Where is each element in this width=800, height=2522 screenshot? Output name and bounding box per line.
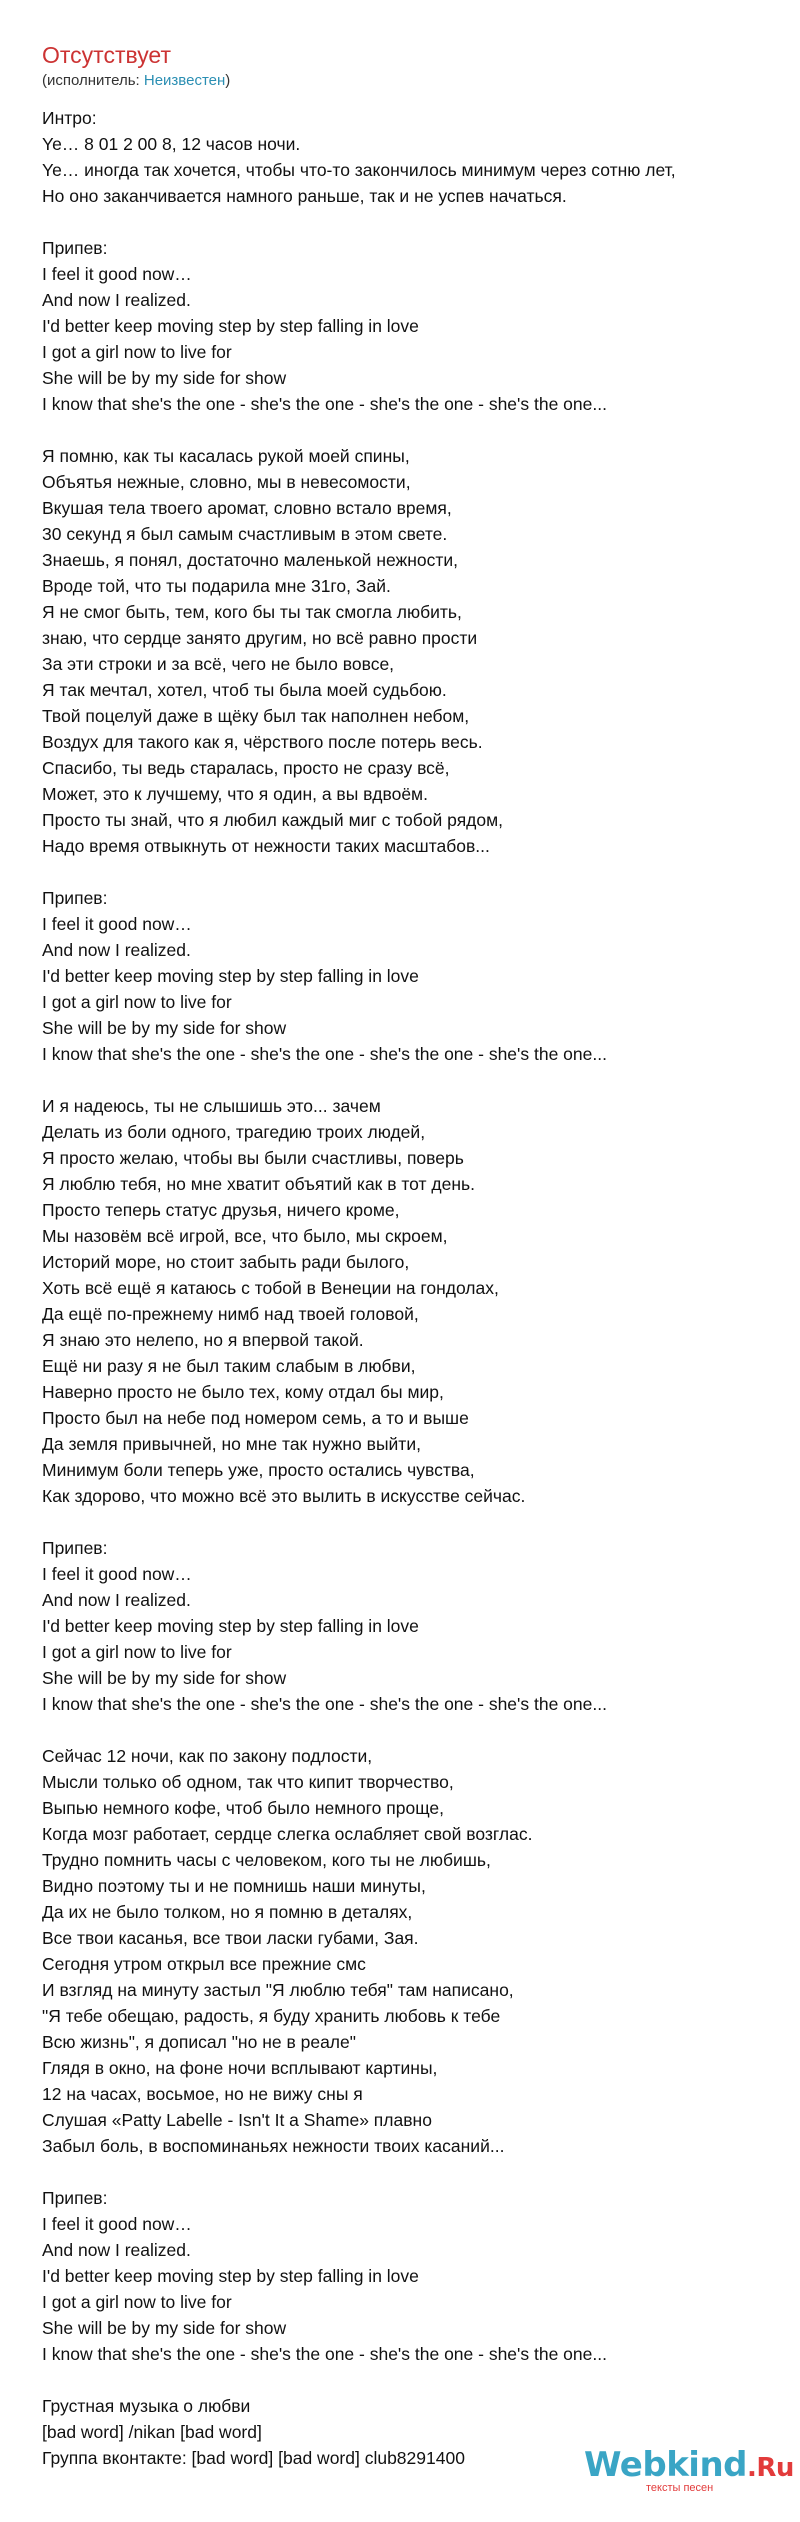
lyric-line: Твой поцелуй даже в щёку был так наполнен небом, — [42, 706, 470, 726]
lyric-line: She will be by my side for show — [42, 2318, 287, 2338]
lyric-line: Я так мечтал, хотел, чтоб ты была моей судьбою. — [42, 680, 447, 700]
lyric-line: Когда мозг работает, сердце слегка ослабляет свой возглас. — [42, 1824, 533, 1844]
lyric-line: Делать из боли одного, трагедию троих людей, — [42, 1122, 426, 1142]
lyric-line: знаю, что сердце занято другим, но всё равно прости — [42, 628, 478, 648]
stanza-break — [42, 1509, 792, 1535]
lyric-line: I know that she's the one - she's the one - she's the one - she's the one... — [42, 1044, 607, 1064]
lyric-line: And now I realized. — [42, 2240, 191, 2260]
lyric-line: Просто был на небе под номером семь, а то и выше — [42, 1408, 469, 1428]
lyric-line: I know that she's the one - she's the one - she's the one - she's the one... — [42, 2344, 607, 2364]
lyric-line: Наверно просто не было тех, кому отдал бы мир, — [42, 1382, 444, 1402]
lyric-line: Я помню, как ты касалась рукой моей спины, — [42, 446, 410, 466]
lyric-line: Трудно помнить часы с человеком, кого ты не любишь, — [42, 1850, 491, 1870]
lyric-line: Да земля привычней, но мне так нужно выйти, — [42, 1434, 421, 1454]
lyric-line: Объятья нежные, словно, мы в невесомости, — [42, 472, 411, 492]
lyric-line: I got a girl now to live for — [42, 992, 232, 1012]
lyric-line: Спасибо, ты ведь старалась, просто не сразу всё, — [42, 758, 450, 778]
lyric-line: Грустная музыка о любви — [42, 2396, 251, 2416]
lyric-line: Припев: — [42, 238, 108, 258]
lyric-line: She will be by my side for show — [42, 1018, 287, 1038]
lyric-line: Припев: — [42, 1538, 108, 1558]
lyric-line: Припев: — [42, 2188, 108, 2208]
lyric-line: I got a girl now to live for — [42, 2292, 232, 2312]
lyric-line: Но оно заканчивается намного раньше, так и не успев начаться. — [42, 186, 567, 206]
logo-wordmark — [584, 2445, 794, 2487]
lyric-line: Хоть всё ещё я катаюсь с тобой в Венеции на гондолах, — [42, 1278, 499, 1298]
lyric-line: I got a girl now to live for — [42, 1642, 232, 1662]
lyric-line: Припев: — [42, 888, 108, 908]
lyric-line: I feel it good now… — [42, 264, 192, 284]
lyric-line: 12 на часах, восьмое, но не вижу сны я — [42, 2084, 363, 2104]
lyric-line: Вроде той, что ты подарила мне 31го, Зай. — [42, 576, 391, 596]
lyric-line: За эти строки и за всё, чего не было вовсе, — [42, 654, 395, 674]
lyric-line: I know that she's the one - she's the one - she's the one - she's the one... — [42, 394, 607, 414]
lyric-line: "Я тебе обещаю, радость, я буду хранить любовь к тебе — [42, 2006, 501, 2026]
lyric-line: Просто ты знай, что я любил каждый миг с тобой рядом, — [42, 810, 504, 830]
lyric-line: Я просто желаю, чтобы вы были счастливы, поверь — [42, 1148, 464, 1168]
lyric-line: Я не смог быть, тем, кого бы ты так смогла любить, — [42, 602, 462, 622]
stanza-break — [42, 1067, 792, 1093]
lyric-line: Я люблю тебя, но мне хватит объятий как в тот день. — [42, 1174, 475, 1194]
site-logo[interactable] — [584, 2445, 794, 2502]
lyric-line: Минимум боли теперь уже, просто остались чувства, — [42, 1460, 475, 1480]
lyric-line: I feel it good now… — [42, 2214, 192, 2234]
performer-prefix: (исполнитель: — [42, 72, 144, 89]
lyric-line: Ye… 8 01 2 00 8, 12 часов ночи. — [42, 134, 301, 154]
lyric-line: I got a girl now to live for — [42, 342, 232, 362]
lyric-line: Да их не было толком, но я помню в деталях, — [42, 1902, 413, 1922]
lyric-line: I feel it good now… — [42, 1564, 192, 1584]
lyric-line: Глядя в окно, на фоне ночи всплывают картины, — [42, 2058, 438, 2078]
lyric-line: And now I realized. — [42, 1590, 191, 1610]
lyric-line: Ye… иногда так хочется, чтобы что-то закончилось минимум через сотню лет, — [42, 160, 676, 180]
stanza-break — [42, 859, 792, 885]
performer-line — [42, 72, 230, 90]
lyric-line: Воздух для такого как я, чёрствого после потерь весь. — [42, 732, 483, 752]
lyric-line: Интро: — [42, 108, 97, 128]
lyric-line: Может, это к лучшему, что я один, а вы вдвоём. — [42, 784, 428, 804]
lyric-line: [bad word] /nikan [bad word] — [42, 2422, 262, 2442]
lyric-line: И я надеюсь, ты не слышишь это... зачем — [42, 1096, 381, 1116]
lyric-line: Просто теперь статус друзья, ничего кроме, — [42, 1200, 400, 1220]
lyric-line: Как здорово, что можно всё это вылить в искусстве сейчас. — [42, 1486, 526, 1506]
lyric-line: She will be by my side for show — [42, 1668, 287, 1688]
stanza-break — [42, 2159, 792, 2185]
lyric-line: Мысли только об одном, так что кипит творчество, — [42, 1772, 454, 1792]
lyric-line: Мы назовём всё игрой, все, что было, мы скроем, — [42, 1226, 448, 1246]
performer-suffix: ) — [225, 72, 231, 89]
logo-tagline: тексты песен — [646, 2482, 714, 2494]
lyric-line: I know that she's the one - she's the one - she's the one - she's the one... — [42, 1694, 607, 1714]
lyric-line: И взгляд на минуту застыл "Я люблю тебя" там написано, — [42, 1980, 514, 2000]
lyric-line: And now I realized. — [42, 290, 191, 310]
logo-name: Webkind — [584, 2445, 747, 2485]
lyric-line: I feel it good now… — [42, 914, 192, 934]
lyric-line: I'd better keep moving step by step falling in love — [42, 966, 419, 986]
lyric-line: She will be by my side for show — [42, 368, 287, 388]
lyric-line: Историй море, но стоит забыть ради былого, — [42, 1252, 410, 1272]
lyric-line: Забыл боль, в воспоминаньях нежности твоих касаний... — [42, 2136, 505, 2156]
stanza-break — [42, 209, 792, 235]
lyric-line: I'd better keep moving step by step falling in love — [42, 316, 419, 336]
stanza-break — [42, 417, 792, 443]
stanza-break — [42, 1717, 792, 1743]
lyric-line: And now I realized. — [42, 940, 191, 960]
lyric-line: 30 секунд я был самым счастливым в этом свете. — [42, 524, 448, 544]
lyric-line: Группа вконтакте: [bad word] [bad word] club8291400 — [42, 2448, 465, 2468]
lyrics-text — [42, 105, 792, 2471]
lyric-line: Всю жизнь", я дописал "но не в реале" — [42, 2032, 356, 2052]
lyric-line: Видно поэтому ты и не помнишь наши минуты, — [42, 1876, 426, 1896]
lyric-line: Знаешь, я понял, достаточно маленькой нежности, — [42, 550, 459, 570]
lyric-line: I'd better keep moving step by step falling in love — [42, 2266, 419, 2286]
lyric-line: Ещё ни разу я не был таким слабым в любви, — [42, 1356, 416, 1376]
lyric-line: Сегодня утром открыл все прежние смс — [42, 1954, 366, 1974]
lyric-line: I'd better keep moving step by step falling in love — [42, 1616, 419, 1636]
lyric-line: Сейчас 12 ночи, как по закону подлости, — [42, 1746, 373, 1766]
lyric-line: Выпью немного кофе, чтоб было немного проще, — [42, 1798, 445, 1818]
lyric-line: Надо время отвыкнуть от нежности таких масштабов... — [42, 836, 490, 856]
lyric-line: Я знаю это нелепо, но я впервой такой. — [42, 1330, 364, 1350]
lyric-line: Слушая «Patty Labelle - Isn't It a Shame» плавно — [42, 2110, 432, 2130]
performer-link[interactable]: Неизвестен — [143, 72, 226, 89]
logo-tld: .Ru — [747, 2453, 794, 2483]
song-title: Отсутствует — [42, 42, 171, 68]
lyric-line: Все твои касанья, все твои ласки губами, Зая. — [42, 1928, 419, 1948]
lyric-line: Да ещё по-прежнему нимб над твоей головой, — [42, 1304, 419, 1324]
stanza-break — [42, 2367, 792, 2393]
lyric-line: Вкушая тела твоего аромат, словно встало время, — [42, 498, 452, 518]
